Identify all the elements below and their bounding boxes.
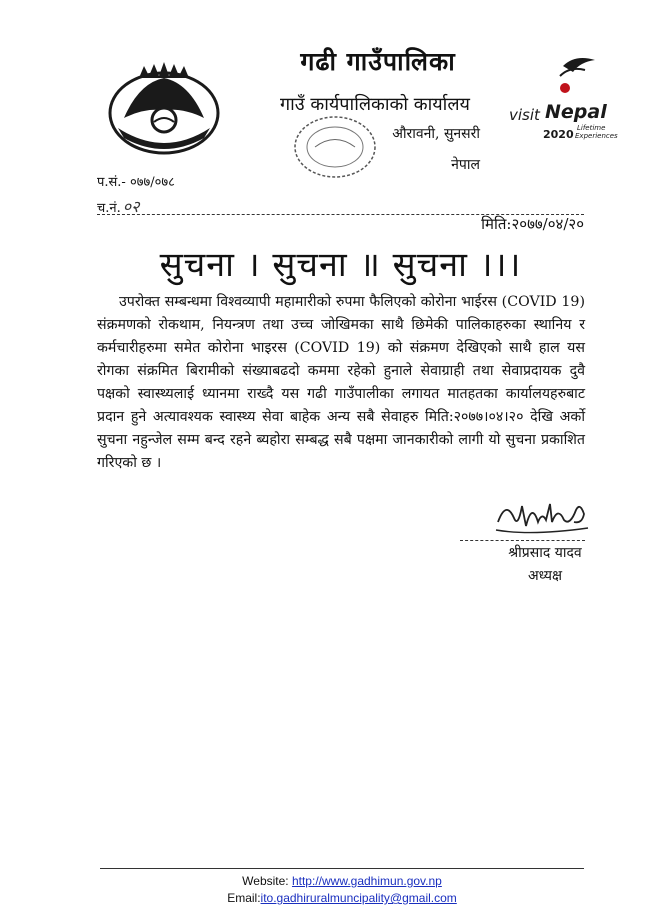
signatory-name: श्रीप्रसाद यादव	[508, 545, 582, 561]
footer	[100, 873, 584, 907]
office-name: गाउँ कार्यपालिकाको कार्यालय	[280, 94, 470, 115]
logo-tagline-2: Experiences	[575, 132, 618, 140]
visit-nepal-2020-logo	[505, 46, 625, 146]
footer-website	[100, 873, 584, 890]
logo-nepal-text: Nepal	[545, 101, 607, 123]
logo-year-text: 2020	[543, 128, 574, 141]
office-country: नेपाल	[451, 157, 480, 173]
municipality-title: गढी गाउँपालिका	[300, 47, 456, 76]
website-link[interactable]: http://www.gadhimun.gov.np	[291, 874, 442, 888]
signatory-title: अध्यक्ष	[527, 568, 563, 584]
notice-body: उपरोक्त सम्बन्धमा विश्वव्यापी महामारीको रुपमा फैलिएको कोरोना भाईरस (COVID 19) संक्रमणको रोकथाम, नियन्त्रण तथा उच्च जोखिमका साथै छिमेकी पालिकाहरुका स्थानिय र कर्मचारीहरुमा समेत कोरोना भाइरस (COVID 19) को संक्रमण देखिएको साथै हाल यस रोगका संक्रमित बिरामीको संख्याबढदो कममा रहेको हुनाले सेवाग्राही तथा सेवाप्रदायक दुवै पक्षको स्वास्थ्यलाई ध्यानमा राख्दै यस गढी गाउँपालीका लगायत मातहतका कार्यालयहरुबाट प्रदान हुने अत्यावश्यक स्वास्थ्य सेवा बाहेक अन्य सबै सेवाहरु मिति:२०७७।०४।२० देखि अर्को सुचना नहुन्जेल सम्म बन्द रहने ब्यहोरा सम्बद्ध सबै पक्षमा जानकारीको लागी यो सुचना प्रकाशित गरिएको छ ।	[97, 294, 585, 471]
notice-date: मिति:२०७७/०४/२०	[481, 215, 584, 233]
reference-number: प.सं.- ०७७/०७८	[97, 175, 175, 190]
signature-line	[460, 540, 585, 541]
email-link[interactable]: ito.gadhiruralmuncipality@gmail.com	[260, 891, 457, 905]
logo-visit-text: visit	[509, 106, 540, 124]
dispatch-number-label: च.नं.	[97, 201, 121, 216]
footer-divider	[100, 868, 584, 869]
nepal-emblem-icon	[104, 58, 224, 158]
handwritten-signature	[492, 492, 592, 538]
email-label: Email:	[227, 891, 261, 905]
dispatch-number-value: ०२	[122, 197, 140, 216]
notice-heading: सुचना । सुचना ॥ सुचना ।।।	[159, 245, 522, 285]
logo-tagline-1: Lifetime	[577, 124, 606, 132]
office-address: औरावनी, सुनसरी	[392, 126, 480, 142]
footer-email	[100, 890, 584, 907]
office-stamp-icon	[290, 112, 380, 182]
website-label: Website:	[242, 874, 289, 888]
